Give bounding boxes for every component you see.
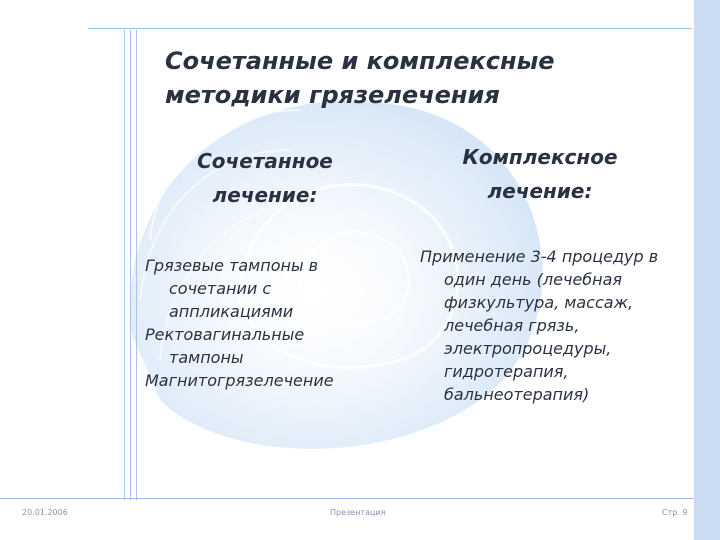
bottom-divider (0, 498, 694, 499)
right-heading-line-1: Комплексное (462, 145, 618, 169)
right-heading-line-2: лечение: (487, 179, 593, 203)
list-item: Магнитогрязелечение (145, 371, 334, 390)
slide-title-line-2: методики грязелечения (165, 81, 500, 109)
top-divider (88, 28, 692, 29)
slide-title-line-1: Сочетанные и комплексные (165, 47, 555, 75)
slide-title (165, 44, 635, 112)
right-column-heading (420, 140, 660, 208)
list-item: Ректовагинальные тампоны (145, 325, 305, 367)
footer-date: 20.01.2006 (22, 508, 68, 517)
right-column-list (420, 245, 695, 406)
list-item: Грязевые тампоны в сочетании с аппликациями (145, 256, 319, 321)
footer-page-number: Стр. 9 (662, 508, 688, 517)
list-item: Применение 3-4 процедур в один день (лечебная физкультура, массаж, лечебная грязь, электропроцедуры, гидротерапия, бальнеотерапия) (420, 247, 659, 404)
footer-presentation-label: Презентация (330, 508, 386, 517)
left-heading-line-2: лечение: (212, 183, 318, 207)
vertical-rule-3 (136, 30, 137, 500)
left-column-heading (160, 144, 370, 212)
left-column-list (145, 254, 383, 392)
vertical-rule-2 (130, 30, 131, 500)
left-heading-line-1: Сочетанное (197, 149, 333, 173)
right-accent-strip (694, 0, 720, 540)
vertical-rule-1 (124, 30, 125, 500)
